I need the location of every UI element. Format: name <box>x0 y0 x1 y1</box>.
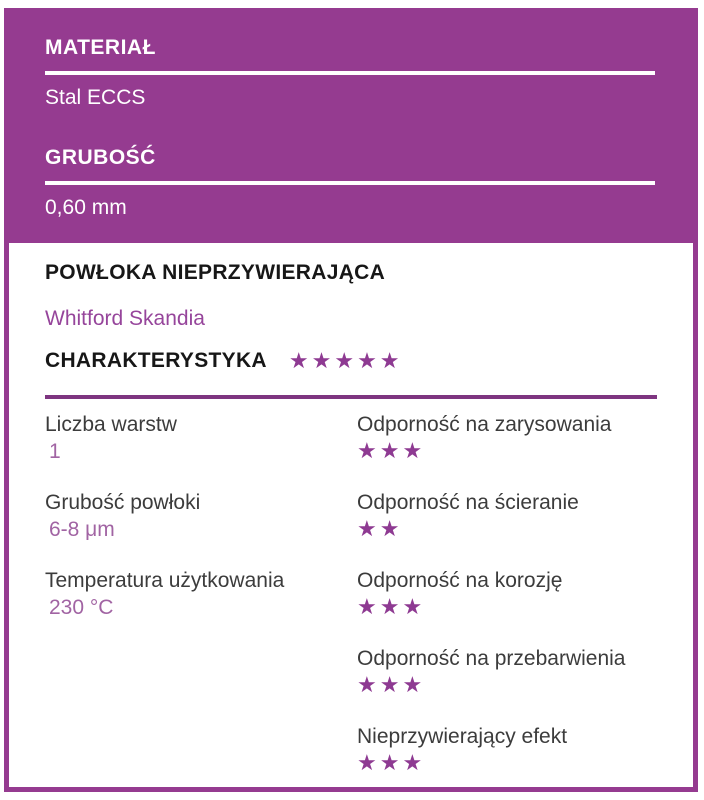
coating-title: POWŁOKA NIEPRZYWIERAJĄCA <box>45 261 386 284</box>
spec-label: Odporność na ścieranie <box>357 491 579 514</box>
thickness-divider <box>45 181 655 185</box>
characteristics-label: CHARAKTERYSTYKA <box>45 349 267 372</box>
spec-empty-cell <box>45 725 357 777</box>
spec-value: 230 °C <box>49 596 114 619</box>
characteristics-row <box>45 349 657 373</box>
material-divider <box>45 71 655 75</box>
material-section <box>45 36 655 110</box>
spec-label: Nieprzywierający efekt <box>357 725 568 748</box>
spec-scratch-resistance <box>357 413 657 465</box>
spec-usage-temperature <box>45 569 357 621</box>
spec-value: 1 <box>49 440 61 463</box>
spec-corrosion-resistance <box>357 569 657 621</box>
characteristics-divider <box>45 395 657 399</box>
spec-label: Odporność na przebarwienia <box>357 647 626 670</box>
spec-discoloration-resistance <box>357 647 657 699</box>
material-header-panel <box>4 8 698 238</box>
spec-label: Odporność na zarysowania <box>357 413 612 436</box>
thickness-section <box>45 146 655 220</box>
characteristics-star-rating: ★★★★★ <box>288 348 403 373</box>
spec-coating-thickness <box>45 491 357 543</box>
spec-label: Odporność na korozję <box>357 569 563 592</box>
star-rating: ★★ <box>357 516 403 541</box>
thickness-value: 0,60 mm <box>45 196 127 219</box>
star-rating: ★★★ <box>357 594 426 619</box>
spec-label: Liczba warstw <box>45 413 177 436</box>
star-rating: ★★★ <box>357 438 426 463</box>
spec-empty-cell <box>45 647 357 699</box>
spec-abrasion-resistance <box>357 491 657 543</box>
spec-value: 6-8 μm <box>49 518 115 541</box>
spec-label: Temperatura użytkowania <box>45 569 285 592</box>
thickness-title: GRUBOŚĆ <box>45 146 156 169</box>
spec-layers <box>45 413 357 465</box>
material-value: Stal ECCS <box>45 86 146 109</box>
spec-grid <box>45 413 657 777</box>
star-rating: ★★★ <box>357 750 426 775</box>
spec-label: Grubość powłoki <box>45 491 201 514</box>
material-title: MATERIAŁ <box>45 36 156 59</box>
spec-nonstick-effect <box>357 725 657 777</box>
coating-brand: Whitford Skandia <box>45 307 205 330</box>
star-rating: ★★★ <box>357 672 426 697</box>
coating-panel <box>4 238 698 792</box>
